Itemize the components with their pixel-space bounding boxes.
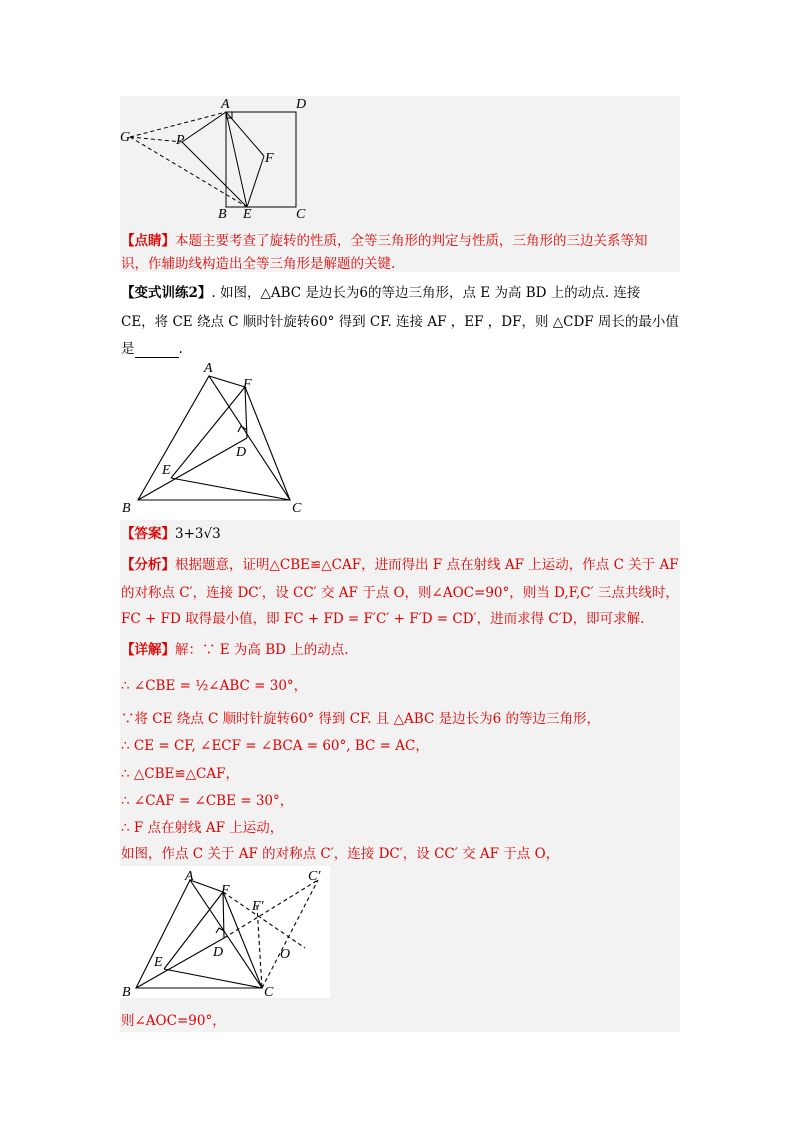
comment-bracket: 【点睛】: [121, 233, 175, 249]
label-C: C: [292, 501, 302, 515]
detail-line-8: 如图，作点 C 关于 AF 的对称点 C′，连接 DC′，设 CC′ 交 AF 于点 O，: [121, 846, 560, 862]
detail-bracket: 【详解】: [121, 642, 175, 658]
label-B: B: [122, 501, 131, 515]
label-E: E: [154, 955, 163, 970]
figure-triangle: [120, 360, 310, 515]
detail-line-9: 则∠AOC=90°，: [121, 1013, 226, 1029]
analysis-line-2: 的对称点 C′，连接 DC′，设 CC′ 交 AF 于点 O，则∠AOC=90°，则当 D,F,C′ 三点共线时，: [121, 585, 679, 601]
label-Cprime: C′: [308, 869, 321, 884]
figure-square-rotation: [120, 96, 320, 221]
label-A: A: [185, 869, 194, 884]
label-A: A: [221, 97, 230, 112]
detail-line-5: ∴ △CBE≌△CAF，: [121, 766, 240, 782]
problem-line-3: 是 .: [121, 341, 183, 357]
label-D: D: [213, 945, 224, 960]
label-F: F: [243, 377, 252, 392]
problem-tag: 【变式训练2】: [121, 285, 212, 301]
label-E: E: [162, 463, 171, 478]
problem-line-2: CE，将 CE 绕点 C 顺时针旋转60° 得到 CF. 连接 AF ，EF ，DF，则 △CDF 周长的最小值: [121, 314, 679, 330]
label-A: A: [204, 361, 213, 376]
answer-bracket: 【答案】: [121, 526, 175, 542]
comment-line-1: 【点睛】本题主要考查了旋转的性质，全等三角形的判定与性质，三角形的三边关系等知: [121, 233, 648, 249]
label-D: D: [236, 445, 247, 460]
detail-line-1: 【详解】解：∵ E 为高 BD 上的动点.: [121, 642, 349, 658]
figure-reflection: [120, 866, 330, 998]
label-F: F: [265, 151, 274, 166]
detail-line-2: ∴ ∠CBE = ½∠ABC = 30°，: [121, 678, 308, 694]
comment-line-2: 识，作辅助线构造出全等三角形是解题的关键.: [121, 256, 396, 272]
problem-line-1: 【变式训练2】. 如图，△ABC 是边长为6的等边三角形，点 E 为高 BD 上的动点. 连接: [121, 285, 641, 301]
label-C: C: [296, 207, 306, 221]
label-F: F: [221, 883, 230, 898]
label-O: O: [280, 947, 291, 962]
analysis-bracket: 【分析】: [121, 557, 175, 573]
detail-line-3: ∵将 CE 绕点 C 顺时针旋转60° 得到 CF. 且 △ABC 是边长为6 的等边三角形，: [121, 711, 600, 727]
answer-blank: [135, 345, 179, 358]
label-D: D: [296, 97, 307, 112]
answer-line: [121, 525, 221, 543]
label-Fprime: F′: [252, 899, 264, 914]
answer-value: 3+3√3: [175, 526, 221, 542]
detail-line-6: ∴ ∠CAF = ∠CBE = 30°，: [121, 793, 294, 809]
detail-line-7: ∴ F 点在射线 AF 上运动，: [121, 820, 284, 836]
label-P: P: [176, 133, 185, 148]
analysis-line-3: FC + FD 取得最小值，即 FC + FD = F′C′ + F′D = CD′，进而求得 C′D，即可求解.: [121, 611, 645, 627]
label-G: G: [120, 130, 131, 145]
label-B: B: [218, 207, 227, 221]
label-C: C: [264, 985, 274, 998]
label-B: B: [122, 985, 131, 998]
label-E: E: [243, 207, 252, 221]
detail-line-4: ∴ CE = CF, ∠ECF = ∠BCA = 60°, BC = AC，: [121, 738, 429, 754]
analysis-line-1: 【分析】根据题意，证明△CBE≌△CAF，进而得出 F 点在射线 AF 上运动，作点 C 关于 AF: [121, 557, 679, 573]
